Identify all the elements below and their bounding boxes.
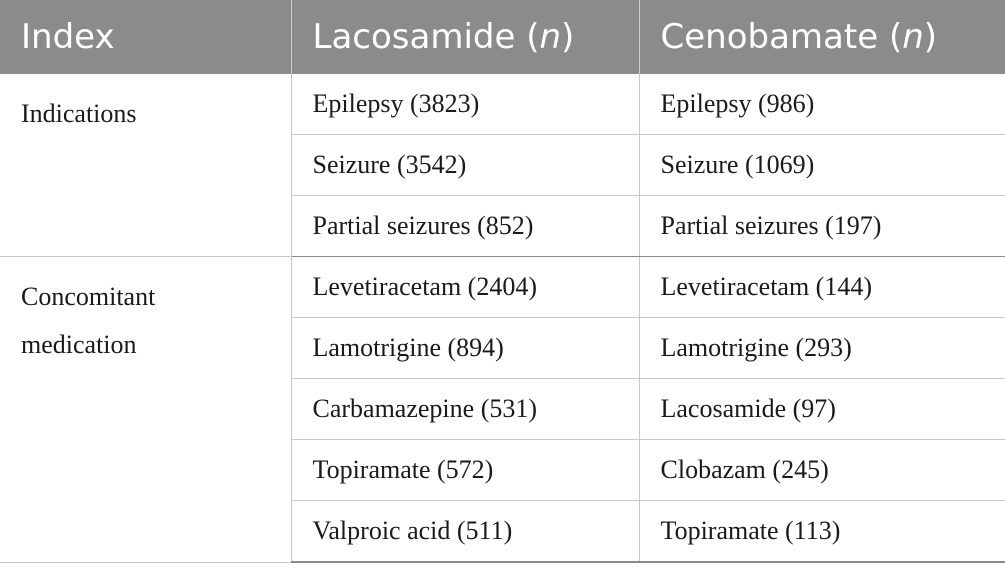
lacosamide-cell: Seizure (3542) xyxy=(291,135,639,196)
table-row xyxy=(0,74,1005,135)
lacosamide-cell: Topiramate (572) xyxy=(291,440,639,501)
table-row xyxy=(0,257,1005,318)
lacosamide-cell: Partial seizures (852) xyxy=(291,196,639,257)
lacosamide-cell: Epilepsy (3823) xyxy=(291,74,639,135)
header-index-label: Index xyxy=(21,16,115,57)
header-lacosamide-n: n xyxy=(539,16,562,57)
header-cenobamate-n: n xyxy=(902,16,924,57)
header-cenobamate xyxy=(639,0,1005,74)
header-lacosamide-label: Lacosamide ( xyxy=(312,16,540,57)
group-label-indications xyxy=(0,74,291,257)
header-lacosamide xyxy=(291,0,639,74)
cenobamate-cell: Lamotrigine (293) xyxy=(639,318,1005,379)
cenobamate-cell: Levetiracetam (144) xyxy=(639,257,1005,318)
lacosamide-cell: Carbamazepine (531) xyxy=(291,379,639,440)
cenobamate-cell: Epilepsy (986) xyxy=(639,74,1005,135)
cenobamate-cell: Clobazam (245) xyxy=(639,440,1005,501)
cenobamate-cell: Seizure (1069) xyxy=(639,135,1005,196)
cenobamate-cell: Topiramate (113) xyxy=(639,501,1005,563)
header-index xyxy=(0,0,291,74)
lacosamide-cell: Lamotrigine (894) xyxy=(291,318,639,379)
cenobamate-cell: Partial seizures (197) xyxy=(639,196,1005,257)
cenobamate-cell: Lacosamide (97) xyxy=(639,379,1005,440)
lacosamide-cell: Valproic acid (511) xyxy=(291,501,639,563)
header-cenobamate-close: ) xyxy=(923,16,938,57)
group-label-line: Concomitant xyxy=(21,282,156,311)
group-label-line: medication xyxy=(21,330,137,359)
header-cenobamate-label: Cenobamate ( xyxy=(660,16,903,57)
group-label-concomitant-medication xyxy=(0,257,291,563)
header-lacosamide-close: ) xyxy=(561,16,575,57)
lacosamide-cell: Levetiracetam (2404) xyxy=(291,257,639,318)
header-row xyxy=(0,0,1005,74)
group-label-line: Indications xyxy=(21,99,137,128)
